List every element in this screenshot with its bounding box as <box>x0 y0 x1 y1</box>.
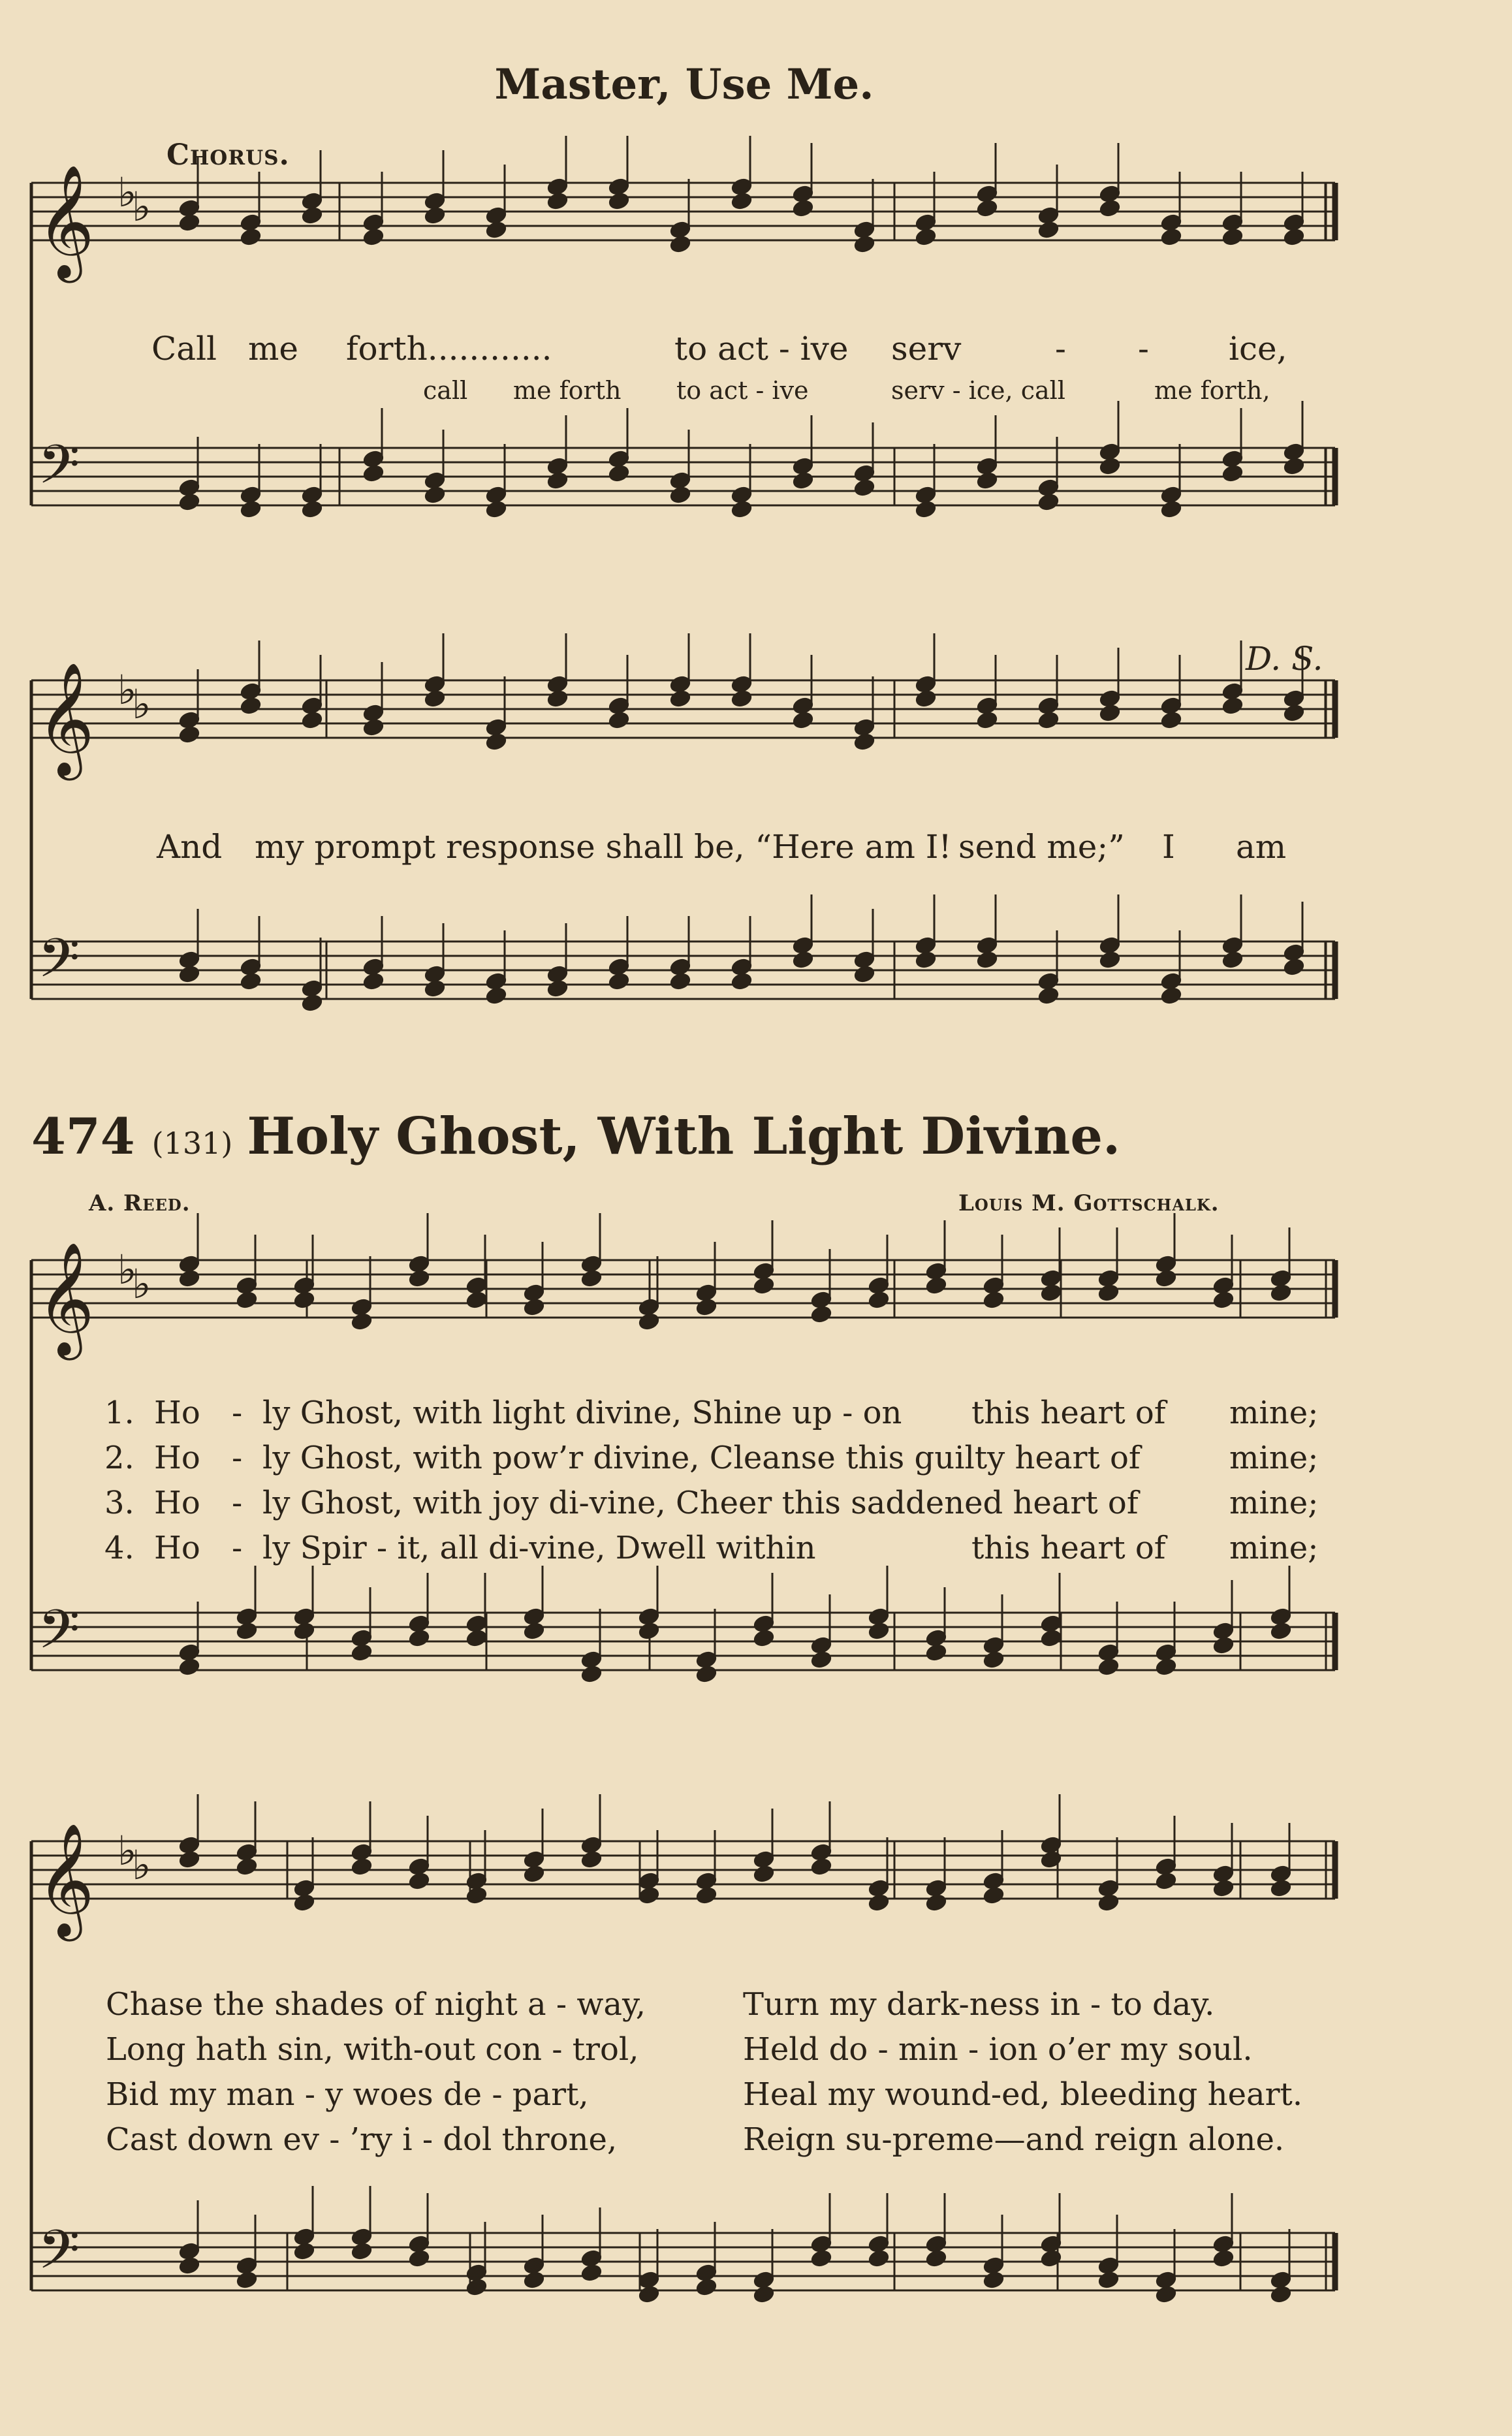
note-head <box>1098 703 1122 723</box>
dal-segno-mark: D. S. <box>1246 640 1323 678</box>
lyric-word: send me;” <box>958 828 1125 866</box>
lyric-word: I <box>1162 828 1175 866</box>
note-head <box>178 1657 201 1677</box>
lyric-word: my prompt response shall be, “Here am I! <box>255 828 952 866</box>
note-head <box>791 950 815 970</box>
bass-staff <box>31 2233 1335 2290</box>
flat-icon: ♭ <box>118 1827 137 1874</box>
note-head <box>484 986 508 1006</box>
verse-end-col <box>1229 1391 1318 1571</box>
lyric-word: And <box>157 828 223 866</box>
verse-syllable-col <box>232 1391 242 1571</box>
note-head <box>1098 198 1122 219</box>
note-head <box>239 499 262 520</box>
lyric-word: forth............ <box>346 330 552 368</box>
note-head <box>300 499 324 520</box>
note-head <box>1159 227 1183 247</box>
note-head <box>1221 950 1244 970</box>
note-head <box>423 206 447 226</box>
note-head <box>975 710 999 731</box>
note-head <box>695 2277 718 2298</box>
hymn-title: Holy Ghost, With Light Divine. <box>247 1107 1121 1166</box>
note-head <box>1039 1850 1063 1870</box>
note-head <box>914 689 937 709</box>
verse-fragment <box>971 1436 1166 1481</box>
note-head <box>546 689 569 709</box>
note-head <box>982 1886 1005 1906</box>
flat-icon: ♭ <box>132 1841 151 1889</box>
note-head <box>1039 1283 1063 1303</box>
verse-fragment: mine; <box>1229 1530 1319 1566</box>
note-head <box>1098 950 1122 970</box>
flat-icon: ♭ <box>132 1260 151 1308</box>
note-head <box>1154 1657 1178 1677</box>
lyric-word: ice, <box>1229 330 1287 368</box>
note-head <box>362 718 385 738</box>
echo-lyric: call <box>423 376 468 405</box>
note-head <box>350 1857 373 1877</box>
note-head <box>300 710 324 731</box>
note-head <box>810 2249 833 2269</box>
note-head <box>178 492 201 513</box>
note-head <box>810 1857 833 1877</box>
note-head <box>867 2249 890 2269</box>
verse-line: Chase the shades of night a - way, <box>106 1986 646 2023</box>
note-head <box>239 696 262 716</box>
note-head <box>752 1628 776 1649</box>
note-head <box>1098 456 1122 477</box>
note-head <box>791 198 815 219</box>
treble-clef-icon: 𝄞 <box>37 1823 95 1937</box>
note-head <box>235 2270 259 2290</box>
note-head <box>465 1628 488 1649</box>
treble-clef-icon: 𝄞 <box>37 662 95 776</box>
note-head <box>1212 1878 1235 1899</box>
verse-syllable-col <box>154 1391 200 1571</box>
note-head <box>300 206 324 226</box>
syllable: - <box>232 1440 243 1476</box>
treble-staff <box>31 1841 1335 1899</box>
flat-icon: ♭ <box>118 168 137 216</box>
verse-line: ly Spir - it, all di-vine, Dwell within <box>262 1530 816 1566</box>
verse-number: 3. <box>104 1485 134 1521</box>
note-head <box>362 227 385 247</box>
note-head <box>292 1290 316 1310</box>
note-head <box>1269 1283 1293 1303</box>
note-head <box>484 220 508 240</box>
note-head <box>853 478 876 498</box>
note-head <box>1154 1871 1178 1891</box>
bass-clef-icon: 𝄢 <box>38 926 80 1003</box>
lyric-word: to act - ive <box>674 330 849 368</box>
note-head <box>752 1864 776 1884</box>
note-head <box>465 1290 488 1310</box>
verse-line: Cast down ev - ’ry i - dol throne, <box>106 2121 618 2158</box>
verse-line: Long hath sin, with-out con - trol, <box>106 2031 639 2068</box>
note-head <box>752 2285 776 2305</box>
note-head <box>669 234 692 255</box>
note-head <box>1159 986 1183 1006</box>
note-head <box>423 979 447 999</box>
note-head <box>975 198 999 219</box>
echo-lyric: serv - ice, call <box>891 376 1065 405</box>
song-title: Master, Use Me. <box>494 60 874 109</box>
note-head <box>695 1886 718 1906</box>
note-head <box>239 227 262 247</box>
note-head <box>791 710 815 731</box>
note-head <box>867 1893 890 1913</box>
syllable: Ho <box>154 1530 200 1566</box>
note-head <box>546 191 569 212</box>
note-head <box>853 964 876 985</box>
note-head <box>292 1893 316 1913</box>
verse-part2-col1 <box>106 1982 646 2162</box>
note-head <box>914 227 937 247</box>
verse-fragment: this heart of <box>971 1395 1166 1431</box>
music-credit: Louis M. Gottschalk. <box>958 1190 1220 1216</box>
bass-clef-icon: 𝄢 <box>38 1598 80 1674</box>
note-head <box>1269 1878 1293 1899</box>
note-head <box>1221 227 1244 247</box>
verse-fragment: this heart of <box>971 1530 1166 1566</box>
note-head <box>580 1664 603 1685</box>
note-head <box>924 1643 948 1663</box>
note-head <box>292 1621 316 1641</box>
syllable: Ho <box>154 1440 200 1476</box>
note-head <box>1154 2285 1178 2305</box>
note-head <box>1037 220 1060 240</box>
note-head <box>924 1893 948 1913</box>
note-head <box>178 1269 201 1289</box>
note-head <box>607 972 631 992</box>
note-head <box>1039 1628 1063 1649</box>
note-head <box>1159 499 1183 520</box>
note-head <box>924 1276 948 1296</box>
note-head <box>407 1269 431 1289</box>
note-head <box>1037 986 1060 1006</box>
hymn-number: 474 <box>31 1107 135 1165</box>
note-head <box>423 689 447 709</box>
note-head <box>1269 1621 1293 1641</box>
note-head <box>1037 492 1060 513</box>
verse-fragment: mine; <box>1229 1395 1319 1431</box>
note-head <box>695 1664 718 1685</box>
lyric-word: am <box>1236 828 1287 866</box>
verse-part2-col2 <box>743 1982 1302 2162</box>
note-head <box>924 2249 948 2269</box>
echo-lyric: me forth <box>513 376 622 405</box>
note-head <box>178 2256 201 2276</box>
syllable: Ho <box>154 1485 200 1521</box>
note-head <box>1282 456 1306 477</box>
note-head <box>178 213 201 233</box>
syllable: - <box>232 1530 243 1566</box>
note-head <box>1212 1290 1235 1310</box>
lyric-word: - <box>1055 330 1066 368</box>
note-head <box>580 1269 603 1289</box>
note-head <box>669 689 692 709</box>
flat-icon: ♭ <box>132 680 151 728</box>
note-head <box>810 1305 833 1325</box>
note-head <box>350 1312 373 1332</box>
note-head <box>239 972 262 992</box>
note-head <box>546 471 569 491</box>
note-head <box>522 1621 546 1641</box>
flat-icon: ♭ <box>132 183 151 230</box>
note-head <box>407 1871 431 1891</box>
note-head <box>914 950 937 970</box>
note-head <box>1212 2249 1235 2269</box>
note-head <box>791 471 815 491</box>
lyric-word: Call <box>151 330 217 368</box>
bass-staff <box>31 1613 1335 1670</box>
note-head <box>465 1886 488 1906</box>
note-head <box>1097 2270 1120 2290</box>
note-head <box>1154 1269 1178 1289</box>
note-head <box>292 2241 316 2262</box>
note-head <box>1282 227 1306 247</box>
verse-line: Held do - min - ion o’er my soul. <box>743 2031 1253 2068</box>
note-head <box>730 689 753 709</box>
flat-icon: ♭ <box>118 666 137 714</box>
note-head <box>982 1650 1005 1670</box>
note-head <box>362 464 385 484</box>
verse-number: 4. <box>104 1530 134 1566</box>
verse-fragment <box>971 1481 1166 1526</box>
treble-clef-icon: 𝄞 <box>37 1242 95 1355</box>
note-head <box>1221 696 1244 716</box>
note-head <box>914 499 937 520</box>
note-head <box>350 2241 373 2262</box>
note-head <box>975 950 999 970</box>
hymn-header <box>31 1107 1120 1166</box>
note-head <box>853 732 876 752</box>
note-head <box>178 964 201 985</box>
note-head <box>975 471 999 491</box>
chorus-label: Chorus. <box>166 138 290 172</box>
note-head <box>730 972 753 992</box>
note-head <box>235 1621 259 1641</box>
verse-line: Turn my dark-ness in - to day. <box>743 1986 1215 2023</box>
note-head <box>235 1857 259 1877</box>
note-head <box>669 972 692 992</box>
note-head <box>810 1650 833 1670</box>
verse-line: ly Ghost, with light divine, Shine up - on <box>262 1395 902 1431</box>
syllable: - <box>232 1485 243 1521</box>
note-head <box>1097 1893 1120 1913</box>
note-head <box>982 1290 1005 1310</box>
verse-number: 2. <box>104 1440 134 1476</box>
note-head <box>607 710 631 731</box>
lyric-word: serv <box>891 330 962 368</box>
note-head <box>853 234 876 255</box>
echo-lyric: to act - ive <box>676 376 809 405</box>
note-head <box>522 2270 546 2290</box>
words-credit: A. Reed. <box>89 1190 191 1216</box>
note-head <box>982 2270 1005 2290</box>
verse-fragment: mine; <box>1229 1440 1319 1476</box>
syllable: Ho <box>154 1395 200 1431</box>
alt-hymn-number: (131) <box>151 1126 233 1161</box>
syllable: - <box>232 1395 243 1431</box>
treble-clef-icon: 𝄞 <box>37 165 95 278</box>
note-head <box>178 1850 201 1870</box>
note-head <box>407 2249 431 2269</box>
note-head <box>423 485 447 505</box>
verse-number: 1. <box>104 1395 134 1431</box>
note-head <box>546 979 569 999</box>
verse-fragment: mine; <box>1229 1485 1319 1521</box>
note-head <box>178 725 201 745</box>
verse-line: Bid my man - y woes de - part, <box>106 2076 589 2113</box>
bass-clef-icon: 𝄢 <box>38 2218 80 2294</box>
note-head <box>867 1290 890 1310</box>
note-head <box>607 191 631 212</box>
note-head <box>580 2263 603 2283</box>
note-head <box>730 191 753 212</box>
note-head <box>637 1621 661 1641</box>
note-head <box>362 972 385 992</box>
note-head <box>350 1643 373 1663</box>
note-head <box>867 1621 890 1641</box>
verse-line: ly Ghost, with pow’r divine, Cleanse this guilty heart of <box>262 1440 1141 1476</box>
flat-icon: ♭ <box>118 1246 137 1293</box>
note-head <box>522 1864 546 1884</box>
note-head <box>1282 957 1306 977</box>
note-head <box>465 2277 488 2298</box>
note-head <box>752 1276 776 1296</box>
note-head <box>730 499 753 520</box>
note-head <box>607 464 631 484</box>
lyric-word: me <box>248 330 299 368</box>
note-head <box>1097 1657 1120 1677</box>
note-head <box>1282 703 1306 723</box>
treble-staff <box>31 1260 1335 1318</box>
note-head <box>484 499 508 520</box>
verse-line: ly Ghost, with joy di-vine, Cheer this saddened heart of <box>262 1485 1139 1521</box>
verse-line: Reign su-preme—and reign alone. <box>743 2121 1285 2158</box>
note-head <box>1159 710 1183 731</box>
note-head <box>300 993 324 1013</box>
verse-line: Heal my wound-ed, bleeding heart. <box>743 2076 1303 2113</box>
note-head <box>1037 710 1060 731</box>
echo-lyric: me forth, <box>1154 376 1270 405</box>
verse-numbers <box>104 1391 134 1571</box>
note-head <box>235 1290 259 1310</box>
note-head <box>1269 2285 1293 2305</box>
note-head <box>1212 1636 1235 1656</box>
bass-clef-icon: 𝄢 <box>38 433 80 509</box>
note-head <box>1097 1283 1120 1303</box>
note-head <box>695 1297 718 1318</box>
lyric-word: - <box>1138 330 1149 368</box>
note-head <box>484 732 508 752</box>
verse-tail-col <box>971 1391 1166 1571</box>
note-head <box>522 1297 546 1318</box>
note-head <box>669 485 692 505</box>
note-head <box>407 1628 431 1649</box>
note-head <box>637 1312 661 1332</box>
note-head <box>1221 464 1244 484</box>
note-head <box>1039 2249 1063 2269</box>
note-head <box>580 1850 603 1870</box>
